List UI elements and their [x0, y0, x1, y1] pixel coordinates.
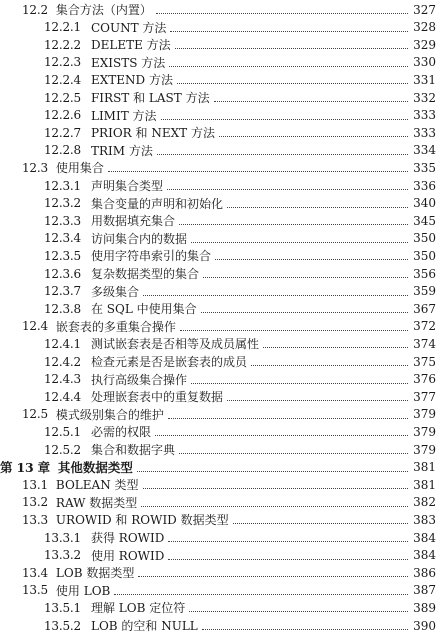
- section-title: 复杂数据类型的集合: [90, 267, 199, 281]
- section-title: FIRST 和 LAST 方法: [90, 91, 210, 105]
- page-number: 390: [413, 618, 436, 633]
- section-title: 嵌套表的多重集合操作: [55, 319, 176, 334]
- section-title: EXTEND 方法: [90, 73, 173, 88]
- section-number: 12.3.2: [44, 196, 81, 211]
- toc-entry: [0, 229, 440, 248]
- page-number: 387: [413, 583, 436, 598]
- page-number: 336: [413, 178, 436, 193]
- section-number: 12.3.5: [44, 248, 81, 263]
- toc-entry: [0, 563, 440, 582]
- dot-leader: [169, 65, 408, 67]
- toc-entry: [0, 616, 440, 635]
- section-number: 12.3.6: [44, 266, 81, 281]
- section-number: 13.3.2: [44, 548, 81, 563]
- toc-entry: [0, 317, 440, 336]
- toc-entry: [0, 598, 440, 617]
- section-title: 模式级别集合的维护: [55, 407, 164, 422]
- toc-entry: [0, 440, 440, 459]
- section-title: PRIOR 和 NEXT 方法: [90, 126, 215, 141]
- section-number: 第 13 章: [0, 460, 50, 476]
- section-number: 13.5: [22, 583, 48, 598]
- toc-entry: [0, 176, 440, 195]
- section-number: 12.2.8: [44, 143, 81, 158]
- section-title: 处理嵌套表中的重复数据: [90, 390, 223, 405]
- page-number: 333: [413, 108, 436, 123]
- page-number: 375: [413, 354, 436, 369]
- section-number: 12.4.4: [44, 389, 81, 404]
- section-title: COUNT 方法: [90, 20, 167, 35]
- section-title: 测试嵌套表是否相等及成员属性: [90, 337, 259, 352]
- section-number: 13.4: [22, 565, 48, 580]
- toc-entry: [0, 53, 440, 72]
- dot-leader: [214, 100, 408, 102]
- dot-leader: [168, 540, 408, 542]
- toc-entry: [0, 211, 440, 230]
- dot-leader: [201, 311, 408, 313]
- dot-leader: [175, 47, 408, 49]
- section-number: 12.5.1: [44, 424, 81, 439]
- page-number: 379: [413, 442, 436, 457]
- toc-entry: [0, 264, 440, 283]
- toc-entry: [0, 18, 440, 37]
- section-number: 13.3.1: [44, 530, 81, 545]
- toc-entry: [0, 475, 440, 494]
- page-number: 389: [413, 600, 436, 615]
- toc-entry: [0, 299, 440, 318]
- section-title: 使用集合: [55, 161, 104, 176]
- section-number: 12.2.3: [44, 55, 81, 70]
- dot-leader: [157, 153, 408, 155]
- section-number: 12.3.3: [44, 213, 81, 228]
- toc-entry: [0, 194, 440, 213]
- page-number: 382: [413, 495, 436, 510]
- page-number: 377: [413, 389, 436, 404]
- page-number: 376: [413, 372, 436, 387]
- toc-entry: [0, 123, 440, 142]
- section-number: 12.2.6: [44, 108, 81, 123]
- dot-leader: [251, 364, 408, 366]
- section-number: 13.3: [22, 512, 48, 527]
- section-number: 12.2.4: [44, 72, 81, 87]
- page-number: 374: [413, 336, 436, 351]
- section-number: 12.5: [22, 407, 48, 422]
- toc-entry: [0, 282, 440, 301]
- dot-leader: [227, 206, 408, 208]
- section-number: 12.4: [22, 319, 48, 334]
- toc-entry: [0, 70, 440, 89]
- section-title: 声明集合类型: [90, 179, 163, 193]
- section-number: 12.4.3: [44, 372, 81, 387]
- section-title: 用数据填充集合: [90, 214, 175, 229]
- section-number: 12.5.2: [44, 442, 81, 457]
- section-title: LIMIT 方法: [90, 108, 157, 123]
- dot-leader: [168, 417, 408, 419]
- page-number: 328: [413, 20, 436, 35]
- dot-leader: [177, 82, 408, 84]
- section-title: LOB 数据类型: [55, 566, 135, 581]
- section-title: TRIM 方法: [90, 143, 153, 158]
- section-title: 多级集合: [90, 284, 139, 299]
- section-number: 12.2.7: [44, 125, 81, 140]
- section-title: 使用字符串索引的集合: [90, 249, 211, 264]
- section-number: 12.3: [22, 160, 48, 175]
- toc-entry: [0, 510, 440, 529]
- section-title: UROWID 和 ROWID 数据类型: [55, 513, 229, 528]
- dot-leader: [202, 628, 408, 630]
- toc-entry: [0, 581, 440, 600]
- toc-entry: [0, 493, 440, 512]
- page-number: 383: [413, 512, 436, 527]
- dot-leader: [263, 346, 408, 348]
- page-number: 335: [413, 160, 436, 175]
- section-title: 集合和数据字典: [90, 443, 175, 457]
- section-title: 理解 LOB 定位符: [90, 601, 186, 616]
- section-title: 使用 LOB: [55, 583, 111, 598]
- section-title: LOB 的空和 NULL: [90, 619, 198, 633]
- toc-entry: [0, 246, 440, 265]
- section-title: EXISTS 方法: [90, 55, 166, 70]
- toc-entry: [0, 88, 440, 107]
- section-number: 12.3.1: [44, 178, 81, 193]
- dot-leader: [179, 223, 408, 225]
- section-number: 12.4.1: [44, 336, 81, 351]
- section-title: 使用 ROWID: [90, 548, 165, 563]
- page-number: 381: [413, 477, 436, 492]
- section-number: 12.3.8: [44, 301, 81, 316]
- section-number: 13.5.1: [44, 600, 81, 615]
- page-number: 386: [413, 565, 436, 580]
- page-number: 356: [413, 266, 436, 281]
- toc-entry: [0, 422, 440, 441]
- dot-leader: [141, 505, 408, 507]
- section-title: 其他数据类型: [57, 460, 133, 476]
- section-title: 检查元素是否是嵌套表的成员: [90, 355, 247, 369]
- toc-entry: [0, 405, 440, 424]
- section-number: 12.2: [22, 2, 48, 17]
- toc-entry: [0, 352, 440, 371]
- page-number: 359: [413, 284, 436, 299]
- dot-leader: [156, 12, 408, 14]
- section-title: BOLEAN 类型: [55, 478, 139, 493]
- page-number: 372: [413, 319, 436, 334]
- toc-entry: [0, 370, 440, 389]
- page-number: 330: [413, 55, 436, 70]
- toc-entry: [0, 106, 440, 125]
- page-number: 340: [413, 196, 436, 211]
- dot-leader: [137, 470, 408, 472]
- dot-leader: [167, 188, 408, 190]
- section-number: 12.3.4: [44, 231, 81, 246]
- dot-leader: [227, 399, 408, 401]
- dot-leader: [189, 610, 408, 612]
- page-number: 331: [413, 72, 436, 87]
- section-title: 在 SQL 中使用集合: [90, 302, 197, 317]
- dot-leader: [114, 593, 408, 595]
- toc-entry: [0, 141, 440, 160]
- dot-leader: [143, 487, 408, 489]
- section-title: 访问集合内的数据: [90, 231, 187, 246]
- section-title: 必需的权限: [90, 425, 151, 440]
- section-title: 集合变量的声明和初始化: [90, 196, 223, 211]
- dot-leader: [180, 329, 408, 331]
- dot-leader: [215, 258, 408, 260]
- section-number: 13.2: [22, 495, 48, 510]
- section-number: 12.2.1: [44, 20, 81, 35]
- page-number: 350: [413, 248, 436, 263]
- dot-leader: [233, 522, 408, 524]
- dot-leader: [161, 118, 408, 120]
- section-number: 13.1: [22, 477, 48, 492]
- toc-entry: [0, 458, 440, 477]
- section-number: 13.5.2: [44, 618, 81, 633]
- toc-entry: [0, 387, 440, 406]
- section-number: 12.3.7: [44, 284, 81, 299]
- toc-entry: [0, 528, 440, 547]
- toc-entry: [0, 158, 440, 177]
- section-number: 12.4.2: [44, 354, 81, 369]
- dot-leader: [219, 135, 408, 137]
- page-number: 333: [413, 125, 436, 140]
- page-number: 329: [413, 37, 436, 52]
- page-number: 384: [413, 530, 436, 545]
- section-title: DELETE 方法: [90, 38, 171, 53]
- page-number: 379: [413, 424, 436, 439]
- page-number: 379: [413, 407, 436, 422]
- section-number: 12.2.2: [44, 37, 81, 52]
- toc-entry: [0, 0, 440, 19]
- dot-leader: [170, 30, 408, 32]
- toc-entry: [0, 546, 440, 565]
- dot-leader: [138, 575, 408, 577]
- dot-leader: [168, 558, 408, 560]
- dot-leader: [179, 452, 408, 454]
- section-title: 获得 ROWID: [90, 531, 165, 545]
- page-number: 350: [413, 231, 436, 246]
- dot-leader: [191, 382, 408, 384]
- dot-leader: [108, 170, 408, 172]
- page-number: 381: [413, 460, 436, 475]
- dot-leader: [155, 434, 408, 436]
- page-number: 332: [413, 90, 436, 105]
- section-number: 12.2.5: [44, 90, 81, 105]
- section-title: 执行高级集合操作: [90, 372, 187, 387]
- section-title: RAW 数据类型: [55, 495, 138, 510]
- dot-leader: [191, 241, 408, 243]
- toc-entry: [0, 35, 440, 54]
- page-number: 334: [413, 143, 436, 158]
- toc-entry: [0, 334, 440, 353]
- page-number: 367: [413, 301, 436, 316]
- dot-leader: [143, 294, 408, 296]
- page-number: 345: [413, 213, 436, 228]
- page-number: 384: [413, 548, 436, 563]
- section-title: 集合方法（内置）: [55, 3, 152, 17]
- dot-leader: [203, 276, 408, 278]
- page-number: 327: [413, 2, 436, 17]
